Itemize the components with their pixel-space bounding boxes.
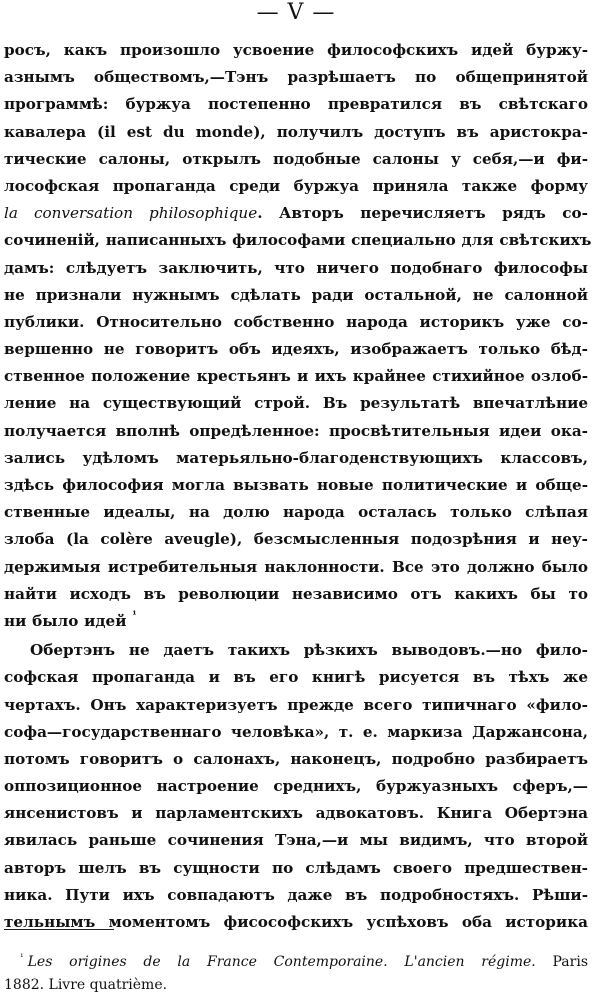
text-line: злоба (la colère aveugle), безсмысленныя подозрѣния и неу- [4, 530, 588, 549]
italic-phrase: la conversation philosophique [4, 204, 258, 223]
text-line: Обертэнъ не даетъ такихъ рѣзкихъ выводовъ.—но фило- [30, 641, 588, 660]
text-line: явилась раньше сочинения Тэна,—и мы видимъ, что второй [4, 831, 588, 850]
text-line: дамъ: слѣдуетъ заключить, что ничего подобнаго философы [4, 258, 588, 277]
text-line: кавалера (il est du monde), получилъ доступъ въ аристокра- [4, 122, 588, 141]
text-line: оппозиционное настроение среднихъ, буржуазныхъ сферъ,— [4, 777, 588, 796]
text-line: росъ, какъ произошло усвоение философскихъ идей буржу- [4, 41, 588, 59]
text-line: найти исходъ въ революции независимо отъ какихъ бы то [4, 584, 588, 603]
text-line: здѣсь философия могла вызвать новые политические и обще- [4, 476, 588, 494]
text-line: авторъ шелъ въ сущности по слѣдамъ своего предшествен- [4, 858, 588, 877]
footnote-line: 1882. Livre quatrième. [4, 977, 168, 993]
text-line: держимыя истребительныя наклонности. Все это должно было [4, 557, 588, 576]
text-line: вершенно не говоритъ объ идеяхъ, изображаетъ только бѣд- [4, 340, 588, 359]
text-line: софская пропаганда и въ его книгѣ рисуется въ тѣхъ же [4, 668, 588, 687]
text-line: программѣ: буржуа постепенно превратился въ свѣтскаго [4, 95, 588, 114]
footnote-reference: ¹ [132, 609, 137, 621]
page-number: — V — [256, 0, 336, 25]
text-line: янсенистовъ и парламентскихъ адвокатовъ. Книга Обертэна [4, 804, 588, 823]
footnote-marker: ¹ [20, 953, 24, 963]
text-line: не признали нужнымъ сдѣлать ради остальной, не салонной [4, 285, 588, 304]
footnotes [4, 951, 588, 997]
text-line: потомъ говоритъ о салонахъ, наконецъ, подробно разбираетъ [4, 749, 588, 768]
footnote-place: Paris [535, 954, 589, 970]
text-line: азнымъ обществомъ,—Тэнъ разрѣшаетъ по общепринятой [4, 68, 588, 87]
text-line-last [4, 608, 588, 635]
text-line: публики. Относительно собственно народа историкъ уже со- [4, 312, 588, 331]
text-line: тельнымъ моментомъ фисософскихъ успѣховъ оба историка [4, 913, 588, 931]
footnote-line [4, 951, 588, 974]
text-line: чертахъ. Онъ характеризуетъ прежде всего типичнаго «фило- [4, 695, 588, 714]
text-line: софа—государственнаго человѣка», т. е. маркиза Даржансона, [4, 722, 588, 741]
text-line: сочиненій, написанныхъ философами специально для свѣтскихъ [4, 231, 592, 250]
text-line: ственное положение крестьянъ и ихъ крайнее стихийное озлоб- [4, 367, 588, 386]
text-run: ни было идей [4, 611, 127, 630]
text-line-mixed [4, 200, 588, 227]
footnote-divider [4, 929, 114, 930]
text-line: ника. Пути ихъ совпадаютъ даже въ подробностяхъ. Рѣши- [4, 885, 588, 904]
footnote-title: Les origines de la France Contemporaine. L'ancien régime. [27, 954, 536, 970]
main-text [4, 37, 592, 936]
text-line: лософская пропаганда среди буржуа приняла также форму [4, 176, 588, 195]
text-line: получается вполнѣ опредѣленное: просвѣтительныя идеи ока- [4, 421, 588, 440]
text-line: ственные идеалы, на долю народа осталась только слѣпая [4, 503, 588, 522]
text-line: ление на существующий строй. Въ результатѣ впечатлѣние [4, 394, 588, 413]
text-line: зались удѣломъ матерьяльно-благоденствующихъ классовъ, [4, 448, 588, 467]
text-run: . Авторъ перечисляетъ рядъ со- [257, 204, 588, 223]
text-line: тические салоны, открылъ подобные салоны у себя,—и фи- [4, 149, 588, 168]
